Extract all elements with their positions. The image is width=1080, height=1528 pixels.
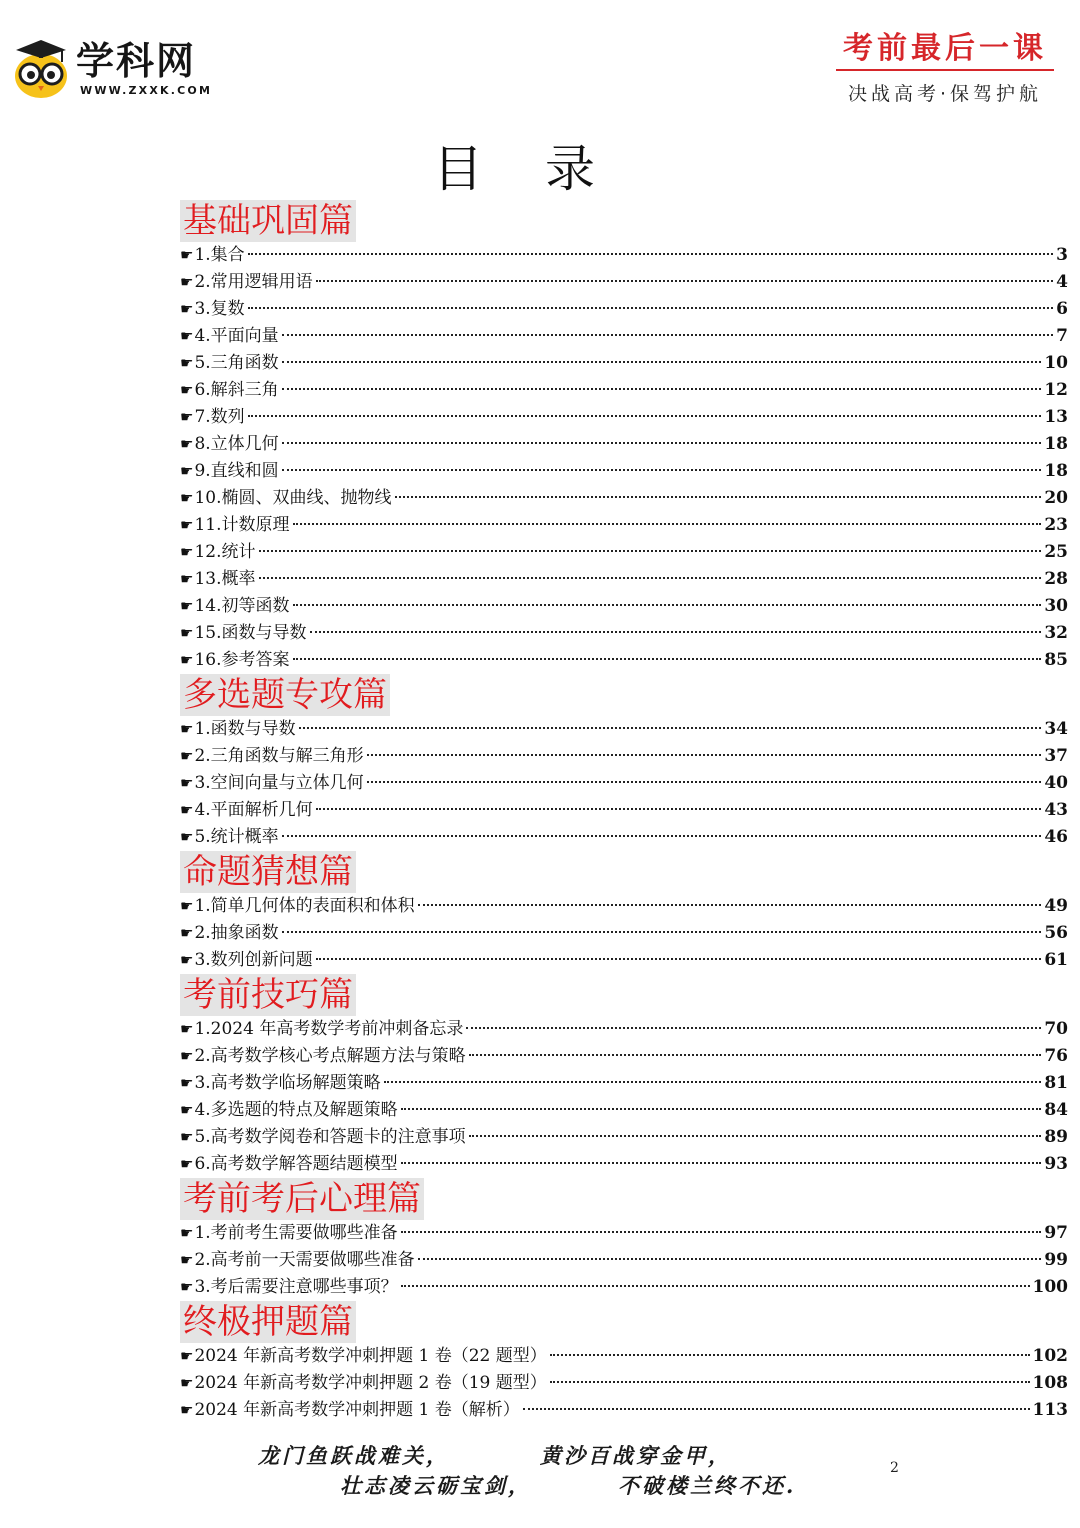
toc-entry[interactable] (180, 797, 1068, 824)
toc-entry[interactable] (180, 1397, 1068, 1424)
pointing-hand-icon: ☛ (180, 747, 194, 765)
toc-entry-label: 15.函数与导数 (194, 623, 307, 643)
toc-entry[interactable] (180, 716, 1068, 743)
toc-entry-label: 12.统计 (194, 542, 256, 562)
toc-entry-label: 1.考前考生需要做哪些准备 (194, 1223, 398, 1243)
toc-entry-label: 3.复数 (194, 299, 245, 319)
toc-entry-label: 2.三角函数与解三角形 (194, 746, 364, 766)
pointing-hand-icon: ☛ (180, 1374, 194, 1392)
pointing-hand-icon: ☛ (180, 597, 194, 615)
pointing-hand-icon: ☛ (180, 924, 194, 942)
dot-leader (401, 1231, 1042, 1233)
dot-leader (248, 415, 1042, 417)
section-heading: 考前技巧篇 (180, 974, 356, 1016)
pointing-hand-icon: ☛ (180, 774, 194, 792)
toc-entry[interactable] (180, 1097, 1068, 1124)
toc-entry[interactable] (180, 1151, 1068, 1178)
toc-entry-page: 10 (1044, 353, 1068, 373)
dot-leader (248, 307, 1053, 309)
pointing-hand-icon: ☛ (180, 1278, 194, 1296)
toc-entry-label: 5.统计概率 (194, 827, 279, 847)
pointing-hand-icon: ☛ (180, 327, 194, 345)
toc-entry-label: 8.立体几何 (194, 434, 279, 454)
toc-entry-page: 99 (1044, 1250, 1068, 1270)
motto-line-1b: 壮志凌云砺宝剑， (340, 1473, 532, 1498)
toc-entry[interactable] (180, 1274, 1068, 1301)
dot-leader (550, 1381, 1030, 1383)
toc-entry-page: 25 (1044, 542, 1068, 562)
page-number: 2 (890, 1460, 899, 1476)
dot-leader (316, 280, 1053, 282)
toc-entry-page: 30 (1044, 596, 1068, 616)
toc-entry-page: 37 (1044, 746, 1068, 766)
dot-leader (293, 658, 1042, 660)
pointing-hand-icon: ☛ (180, 1101, 194, 1119)
section-heading: 命题猜想篇 (180, 851, 356, 893)
toc-entry-page: 84 (1044, 1100, 1068, 1120)
toc-entry-label: 1.简单几何体的表面积和体积 (194, 896, 415, 916)
dot-leader (299, 727, 1042, 729)
toc-entry-page: 40 (1044, 773, 1068, 793)
toc-entry-page: 13 (1044, 407, 1068, 427)
toc-entry[interactable] (180, 323, 1068, 350)
toc-entry-label: 5.高考数学阅卷和答题卡的注意事项 (194, 1127, 466, 1147)
dot-leader (401, 1108, 1042, 1110)
page-title: 目录 (433, 140, 657, 198)
toc-entry-label: 3.空间向量与立体几何 (194, 773, 364, 793)
pointing-hand-icon: ☛ (180, 354, 194, 372)
section-heading: 终极押题篇 (180, 1301, 356, 1343)
toc-entry[interactable] (180, 920, 1068, 947)
toc-entry-page: 28 (1044, 569, 1068, 589)
motto-line-1a: 龙门鱼跃战难关， (258, 1443, 450, 1468)
toc-entry-page: 93 (1044, 1154, 1068, 1174)
toc-entry[interactable] (180, 350, 1068, 377)
toc-entry-label: 6.高考数学解答题结题模型 (194, 1154, 398, 1174)
toc-entry-page: 81 (1044, 1073, 1068, 1093)
toc-entry[interactable] (180, 824, 1068, 851)
toc-entry-label: 2024 年新高考数学冲刺押题 1 卷（解析） (194, 1400, 520, 1420)
toc-entry-page: 20 (1044, 488, 1068, 508)
toc-entry-label: 2024 年新高考数学冲刺押题 2 卷（19 题型） (194, 1373, 547, 1393)
toc-entry-label: 4.平面解析几何 (194, 800, 313, 820)
dot-leader (401, 1162, 1042, 1164)
logo-title: 学科网 (76, 39, 197, 83)
dot-leader (282, 334, 1053, 336)
toc-entry-label: 2024 年新高考数学冲刺押题 1 卷（22 题型） (194, 1346, 547, 1366)
dot-leader (310, 631, 1042, 633)
toc-entry[interactable] (180, 431, 1068, 458)
dot-leader (418, 1258, 1042, 1260)
toc-entry[interactable] (180, 539, 1068, 566)
pointing-hand-icon: ☛ (180, 246, 194, 264)
dot-leader (259, 577, 1042, 579)
toc-entry-page: 76 (1044, 1046, 1068, 1066)
pointing-hand-icon: ☛ (180, 408, 194, 426)
toc-entry[interactable] (180, 1043, 1068, 1070)
dot-leader (259, 550, 1042, 552)
pointing-hand-icon: ☛ (180, 1020, 194, 1038)
motto-line-2a: 黄沙百战穿金甲， (540, 1443, 732, 1468)
logo-url: WWW.ZXXK.COM (80, 84, 213, 97)
toc-entry-label: 9.直线和圆 (194, 461, 279, 481)
pointing-hand-icon: ☛ (180, 651, 194, 669)
toc-entry-page: 49 (1044, 896, 1068, 916)
toc-entry[interactable] (180, 296, 1068, 323)
toc-entry-label: 5.三角函数 (194, 353, 279, 373)
toc-entry-page: 43 (1044, 800, 1068, 820)
toc-entry[interactable] (180, 1124, 1068, 1151)
pointing-hand-icon: ☛ (180, 951, 194, 969)
toc-entry-page: 23 (1044, 515, 1068, 535)
dot-leader (469, 1135, 1042, 1137)
pointing-hand-icon: ☛ (180, 570, 194, 588)
toc-entry[interactable] (180, 1070, 1068, 1097)
toc-entry-page: 70 (1044, 1019, 1068, 1039)
dot-leader (293, 523, 1042, 525)
dot-leader (469, 1054, 1042, 1056)
toc-entry-label: 3.高考数学临场解题策略 (194, 1073, 381, 1093)
toc-entry-label: 3.考后需要注意哪些事项？ (194, 1277, 398, 1297)
pointing-hand-icon: ☛ (180, 462, 194, 480)
toc-entry[interactable] (180, 593, 1068, 620)
pointing-hand-icon: ☛ (180, 1401, 194, 1419)
slogan-divider (836, 69, 1054, 71)
toc-entry-label: 2.高考数学核心考点解题方法与策略 (194, 1046, 466, 1066)
toc-entry-label: 3.数列创新问题 (194, 950, 313, 970)
dot-leader (367, 781, 1042, 783)
slogan-sub: 决战高考·保驾护航 (847, 83, 1043, 105)
dot-leader (282, 835, 1042, 837)
pointing-hand-icon: ☛ (180, 1347, 194, 1365)
toc-entry[interactable] (180, 404, 1068, 431)
toc-entry-page: 18 (1044, 461, 1068, 481)
pointing-hand-icon: ☛ (180, 1128, 194, 1146)
toc-entry-label: 10.椭圆、双曲线、抛物线 (194, 488, 392, 508)
dot-leader (282, 931, 1042, 933)
pointing-hand-icon: ☛ (180, 1155, 194, 1173)
toc-entry[interactable] (180, 1247, 1068, 1274)
pointing-hand-icon: ☛ (180, 489, 194, 507)
toc-entry-label: 1.2024 年高考数学考前冲刺备忘录 (194, 1019, 464, 1039)
toc-entry-label: 6.解斜三角 (194, 380, 279, 400)
toc-entry-page: 100 (1032, 1277, 1068, 1297)
section-heading: 基础巩固篇 (180, 200, 356, 242)
toc-entry-label: 1.函数与导数 (194, 719, 296, 739)
toc-entry-page: 4 (1056, 272, 1068, 292)
page-header (0, 0, 1080, 110)
toc-entry-label: 4.多选题的特点及解题策略 (194, 1100, 398, 1120)
toc-entry-page: 108 (1032, 1373, 1068, 1393)
toc-entry-label: 13.概率 (194, 569, 256, 589)
toc-entry-label: 7.数列 (194, 407, 245, 427)
toc-entry[interactable] (180, 566, 1068, 593)
pointing-hand-icon: ☛ (180, 435, 194, 453)
pointing-hand-icon: ☛ (180, 300, 194, 318)
pointing-hand-icon: ☛ (180, 801, 194, 819)
pointing-hand-icon: ☛ (180, 543, 194, 561)
slogan-main: 考前最后一课 (843, 31, 1047, 66)
toc-entry-label: 16.参考答案 (194, 650, 290, 670)
pointing-hand-icon: ☛ (180, 624, 194, 642)
toc-entry[interactable] (180, 377, 1068, 404)
toc-entry-label: 2.高考前一天需要做哪些准备 (194, 1250, 415, 1270)
section-heading: 考前考后心理篇 (180, 1178, 424, 1220)
toc-entry[interactable] (180, 242, 1068, 269)
dot-leader (316, 808, 1042, 810)
pointing-hand-icon: ☛ (180, 273, 194, 291)
toc-entry-page: 7 (1056, 326, 1068, 346)
toc-entry-page: 46 (1044, 827, 1068, 847)
toc-entry-label: 2.常用逻辑用语 (194, 272, 313, 292)
table-of-contents (180, 200, 1068, 1424)
pointing-hand-icon: ☛ (180, 828, 194, 846)
dot-leader (316, 958, 1042, 960)
toc-entry-page: 34 (1044, 719, 1068, 739)
toc-entry-page: 18 (1044, 434, 1068, 454)
dot-leader (395, 496, 1042, 498)
toc-entry[interactable] (180, 1343, 1068, 1370)
toc-entry-page: 61 (1044, 950, 1068, 970)
toc-entry-page: 97 (1044, 1223, 1068, 1243)
slogan (830, 30, 1060, 106)
dot-leader (550, 1354, 1030, 1356)
toc-entry-page: 32 (1044, 623, 1068, 643)
toc-entry-label: 2.抽象函数 (194, 923, 279, 943)
owl-logo-icon (12, 36, 70, 100)
motto-line-2b: 不破楼兰终不还. (618, 1473, 797, 1498)
toc-entry-page: 56 (1044, 923, 1068, 943)
dot-leader (384, 1081, 1042, 1083)
dot-leader (523, 1408, 1030, 1410)
pointing-hand-icon: ☛ (180, 1047, 194, 1065)
toc-entry-page: 85 (1044, 650, 1068, 670)
toc-entry[interactable] (180, 647, 1068, 674)
zxxk-logo[interactable] (12, 36, 212, 100)
dot-leader (282, 469, 1042, 471)
toc-entry[interactable] (180, 458, 1068, 485)
toc-entry[interactable] (180, 1220, 1068, 1247)
toc-entry[interactable] (180, 947, 1068, 974)
toc-entry-label: 11.计数原理 (194, 515, 290, 535)
toc-entry[interactable] (180, 620, 1068, 647)
pointing-hand-icon: ☛ (180, 897, 194, 915)
toc-entry-label: 1.集合 (194, 245, 245, 265)
toc-entry[interactable] (180, 1370, 1068, 1397)
toc-entry-page: 113 (1032, 1400, 1068, 1420)
toc-entry-label: 4.平面向量 (194, 326, 279, 346)
dot-leader (248, 253, 1053, 255)
toc-entry[interactable] (180, 485, 1068, 512)
dot-leader (401, 1285, 1030, 1287)
toc-entry-label: 14.初等函数 (194, 596, 290, 616)
pointing-hand-icon: ☛ (180, 1074, 194, 1092)
dot-leader (282, 361, 1042, 363)
pointing-hand-icon: ☛ (180, 1251, 194, 1269)
toc-entry[interactable] (180, 770, 1068, 797)
toc-entry[interactable] (180, 893, 1068, 920)
dot-leader (282, 442, 1042, 444)
pointing-hand-icon: ☛ (180, 720, 194, 738)
toc-entry[interactable] (180, 1016, 1068, 1043)
toc-entry[interactable] (180, 269, 1068, 296)
toc-entry-page: 3 (1056, 245, 1068, 265)
dot-leader (418, 904, 1042, 906)
toc-entry[interactable] (180, 512, 1068, 539)
pointing-hand-icon: ☛ (180, 1224, 194, 1242)
section-heading: 多选题专攻篇 (180, 674, 390, 716)
dot-leader (282, 388, 1042, 390)
toc-entry-page: 12 (1044, 380, 1068, 400)
toc-entry-page: 6 (1056, 299, 1068, 319)
toc-entry[interactable] (180, 743, 1068, 770)
page-footer (0, 1430, 1080, 1520)
toc-entry-page: 102 (1032, 1346, 1068, 1366)
dot-leader (466, 1027, 1041, 1029)
dot-leader (367, 754, 1042, 756)
pointing-hand-icon: ☛ (180, 381, 194, 399)
toc-entry-page: 89 (1044, 1127, 1068, 1147)
dot-leader (293, 604, 1042, 606)
pointing-hand-icon: ☛ (180, 516, 194, 534)
